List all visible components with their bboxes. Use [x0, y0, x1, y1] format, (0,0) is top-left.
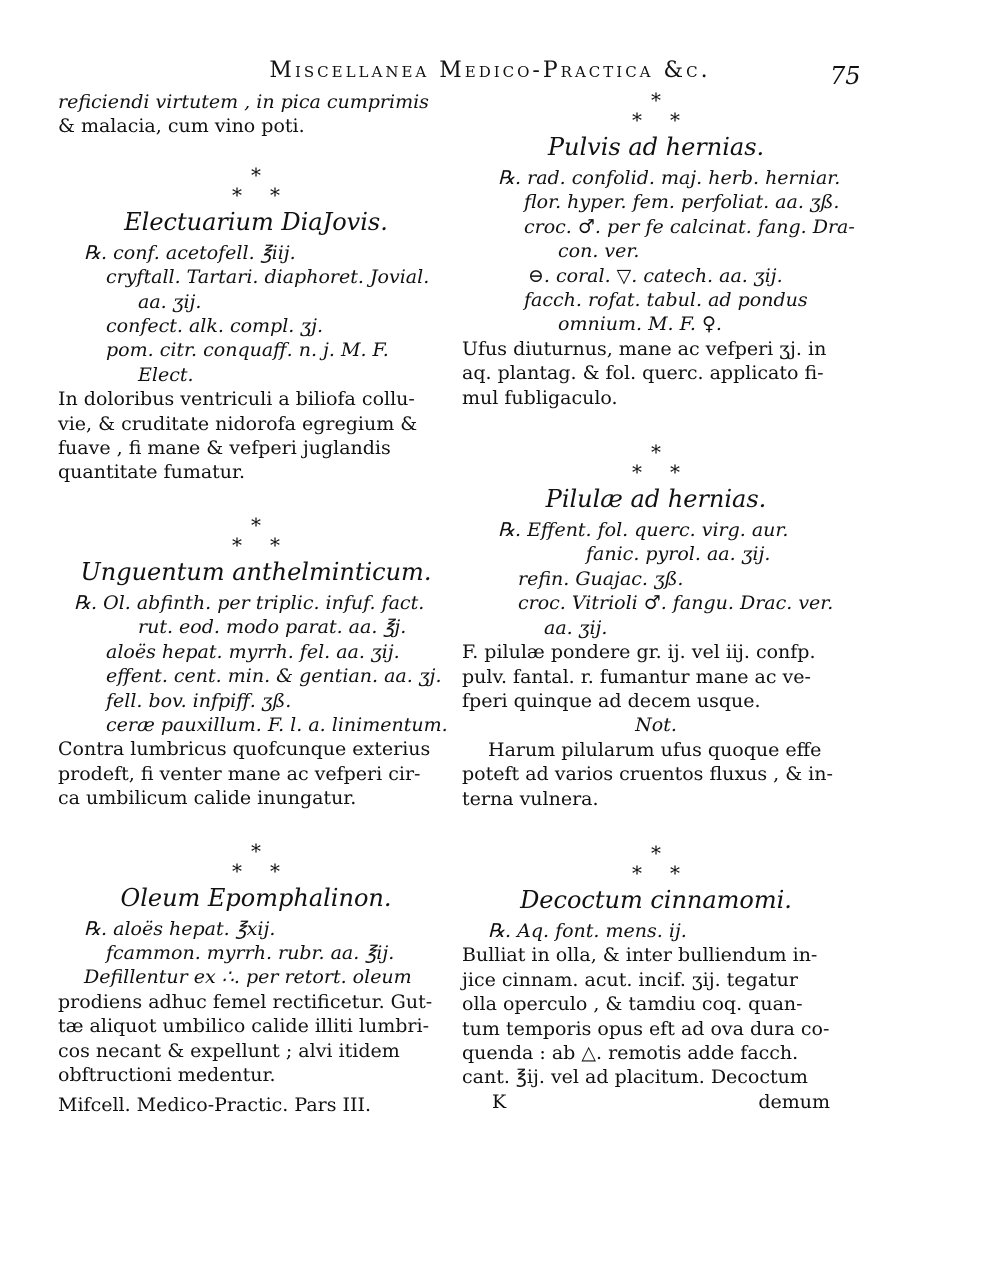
usage-line: fperi quinque ad decem usque. [462, 689, 761, 712]
recipe-line: pom. citr. conquaff. n. j. M. F. [106, 339, 389, 362]
page-number: 75 [830, 62, 861, 90]
recipe-line: aloës hepat. myrrh. fel. aa. ʒij. [106, 640, 400, 663]
recipe-line: croc. Vitrioli ♂. fangu. Drac. ver. [518, 592, 834, 615]
usage-line: vie, & cruditate nidorofa egregium & [58, 412, 418, 435]
recipe-line: ℞. Ol. abfinth. per triplic. infuf. fact. [74, 591, 425, 614]
usage-line: Ufus diuturnus, mane ac vefperi ʒj. in [462, 337, 827, 360]
running-head: Miscellanea Medico-Practica &c. [269, 58, 711, 83]
recipe-line: aa. ʒij. [138, 290, 202, 313]
recipe-line: ℞. Aq. font. mens. ij. [488, 919, 687, 942]
usage-line: tum temporis opus eft ad ova dura co- [462, 1017, 830, 1040]
asterism: * ** [632, 88, 708, 132]
usage-line: quantitate fumatur. [58, 461, 246, 484]
usage-line: Bulliat in olla, & inter bulliendum in- [462, 944, 818, 967]
recipe-line: fanic. pyrol. aa. ʒij. [586, 543, 771, 566]
recipe-line: croc. ♂. per fe calcinat. fang. Dra- [524, 215, 855, 238]
recipe-line: cryftall. Tartari. diaphoret. Jovial. [106, 266, 430, 289]
usage-line: Contra lumbricus quofcunque exterius [58, 738, 431, 761]
recipe-line: ℞. rad. confolid. maj. herb. herniar. [498, 167, 841, 189]
recipe-line: facch. rofat. tabul. ad pondus [524, 289, 808, 312]
usage-line: quenda : ab △. remotis adde facch. [462, 1041, 799, 1064]
recipe-title-unguentum: Unguentum anthelminticum. [80, 557, 432, 586]
recipe-line: ℞. conf. acetofell. ℥iij. [84, 241, 296, 264]
usage-line: tæ aliquot umbilico calide illiti lumbri- [58, 1015, 429, 1038]
page-footer [462, 1090, 850, 1114]
recipe-line: aa. ʒij. [544, 616, 608, 639]
usage-line: Defillentur ex ∴. per retort. oleum [84, 966, 412, 989]
recipe-line: effent. cent. min. & gentian. aa. ʒj. [106, 665, 442, 688]
catchword: demum [758, 1090, 830, 1113]
note-line: poteft ad varios cruentos fluxus , & in- [462, 763, 833, 786]
usage-line: cant. ℥ij. vel ad placitum. Decoctum [462, 1066, 808, 1089]
recipe-line: ℞. Effent. fol. querc. virg. aur. [498, 519, 789, 542]
usage-line: F. pilulæ pondere gr. ij. vel iij. confp. [462, 641, 816, 664]
recipe-line: Elect. [138, 363, 194, 386]
recipe-line: confect. alk. compl. ʒj. [106, 315, 324, 338]
recipe-title-pilulae: Pilulæ ad hernias. [545, 485, 767, 514]
asterism: * ** [232, 512, 308, 557]
usage-line: jice cinnam. acut. incif. ʒij. tegatur [462, 968, 798, 991]
recipe-line: omnium. M. F. ♀. [558, 313, 722, 336]
signature-mark: K [492, 1090, 507, 1113]
usage-line: cos necant & expellunt ; alvi itidem [58, 1039, 400, 1062]
usage-line: prodeft, fi venter mane ac vefperi cir- [58, 762, 421, 785]
right-column [462, 88, 855, 1114]
recipe-line: fcammon. myrrh. rubr. aa. ℥ij. [106, 941, 395, 964]
continuation-line: reficiendi virtutem , in pica cumprimis [58, 91, 429, 113]
recipe-line: rut. eod. modo parat. aa. ℥j. [138, 616, 407, 639]
recipe-title-pulvis: Pulvis ad hernias. [547, 133, 765, 161]
usage-line: pulv. fantal. r. fumantur mane ac ve- [462, 665, 811, 688]
usage-line: aq. plantag. & fol. querc. applicato fi- [462, 362, 824, 385]
usage-line: prodiens adhuc femel rectificetur. Gut- [58, 990, 433, 1013]
usage-line: fuave , fi mane & vefperi juglandis [58, 437, 391, 460]
asterism: * ** [232, 838, 308, 883]
recipe-line: ⊖. coral. ▽. catech. aa. ʒij. [528, 264, 783, 287]
usage-line: obftructioni medentur. [58, 1063, 276, 1086]
note-line: terna vulnera. [462, 787, 599, 810]
recipe-line: ℞. aloës hepat. ℥xij. [84, 917, 276, 940]
note-line: Harum pilularum ufus quoque effe [488, 738, 822, 761]
usage-line: olla operculo , & tamdiu coq. quan- [462, 993, 803, 1016]
usage-line: ca umbilicum calide inungatur. [58, 787, 357, 810]
recipe-line: refin. Guajac. ʒß. [518, 567, 684, 590]
sheet-footer: Mifcell. Medico-Practic. Pars III. [58, 1094, 372, 1117]
recipe-title-electuarium: Electuarium DiaJovis. [124, 207, 388, 236]
recipe-line: flor. hyper. fem. perfoliat. aa. ʒß. [524, 191, 840, 214]
recipe-title-decoctum: Decoctum cinnamomi. [520, 885, 792, 914]
recipe-line: ceræ pauxillum. F. l. a. linimentum. [106, 713, 448, 736]
asterism: * ** [232, 162, 308, 207]
usage-line: mul fubligaculo. [462, 386, 618, 409]
asterism: * ** [632, 440, 708, 485]
recipe-line: fell. bov. infpiff. ʒß. [106, 689, 292, 712]
note-label: Not. [635, 714, 677, 737]
recipe-line: con. ver. [558, 240, 640, 263]
continuation-line: & malacia, cum vino poti. [58, 115, 305, 138]
left-column [58, 90, 454, 1118]
usage-line: In doloribus ventriculi a biliofa collu- [58, 388, 415, 411]
asterism: * ** [632, 840, 708, 885]
recipe-title-oleum: Oleum Epomphalinon. [120, 883, 392, 912]
